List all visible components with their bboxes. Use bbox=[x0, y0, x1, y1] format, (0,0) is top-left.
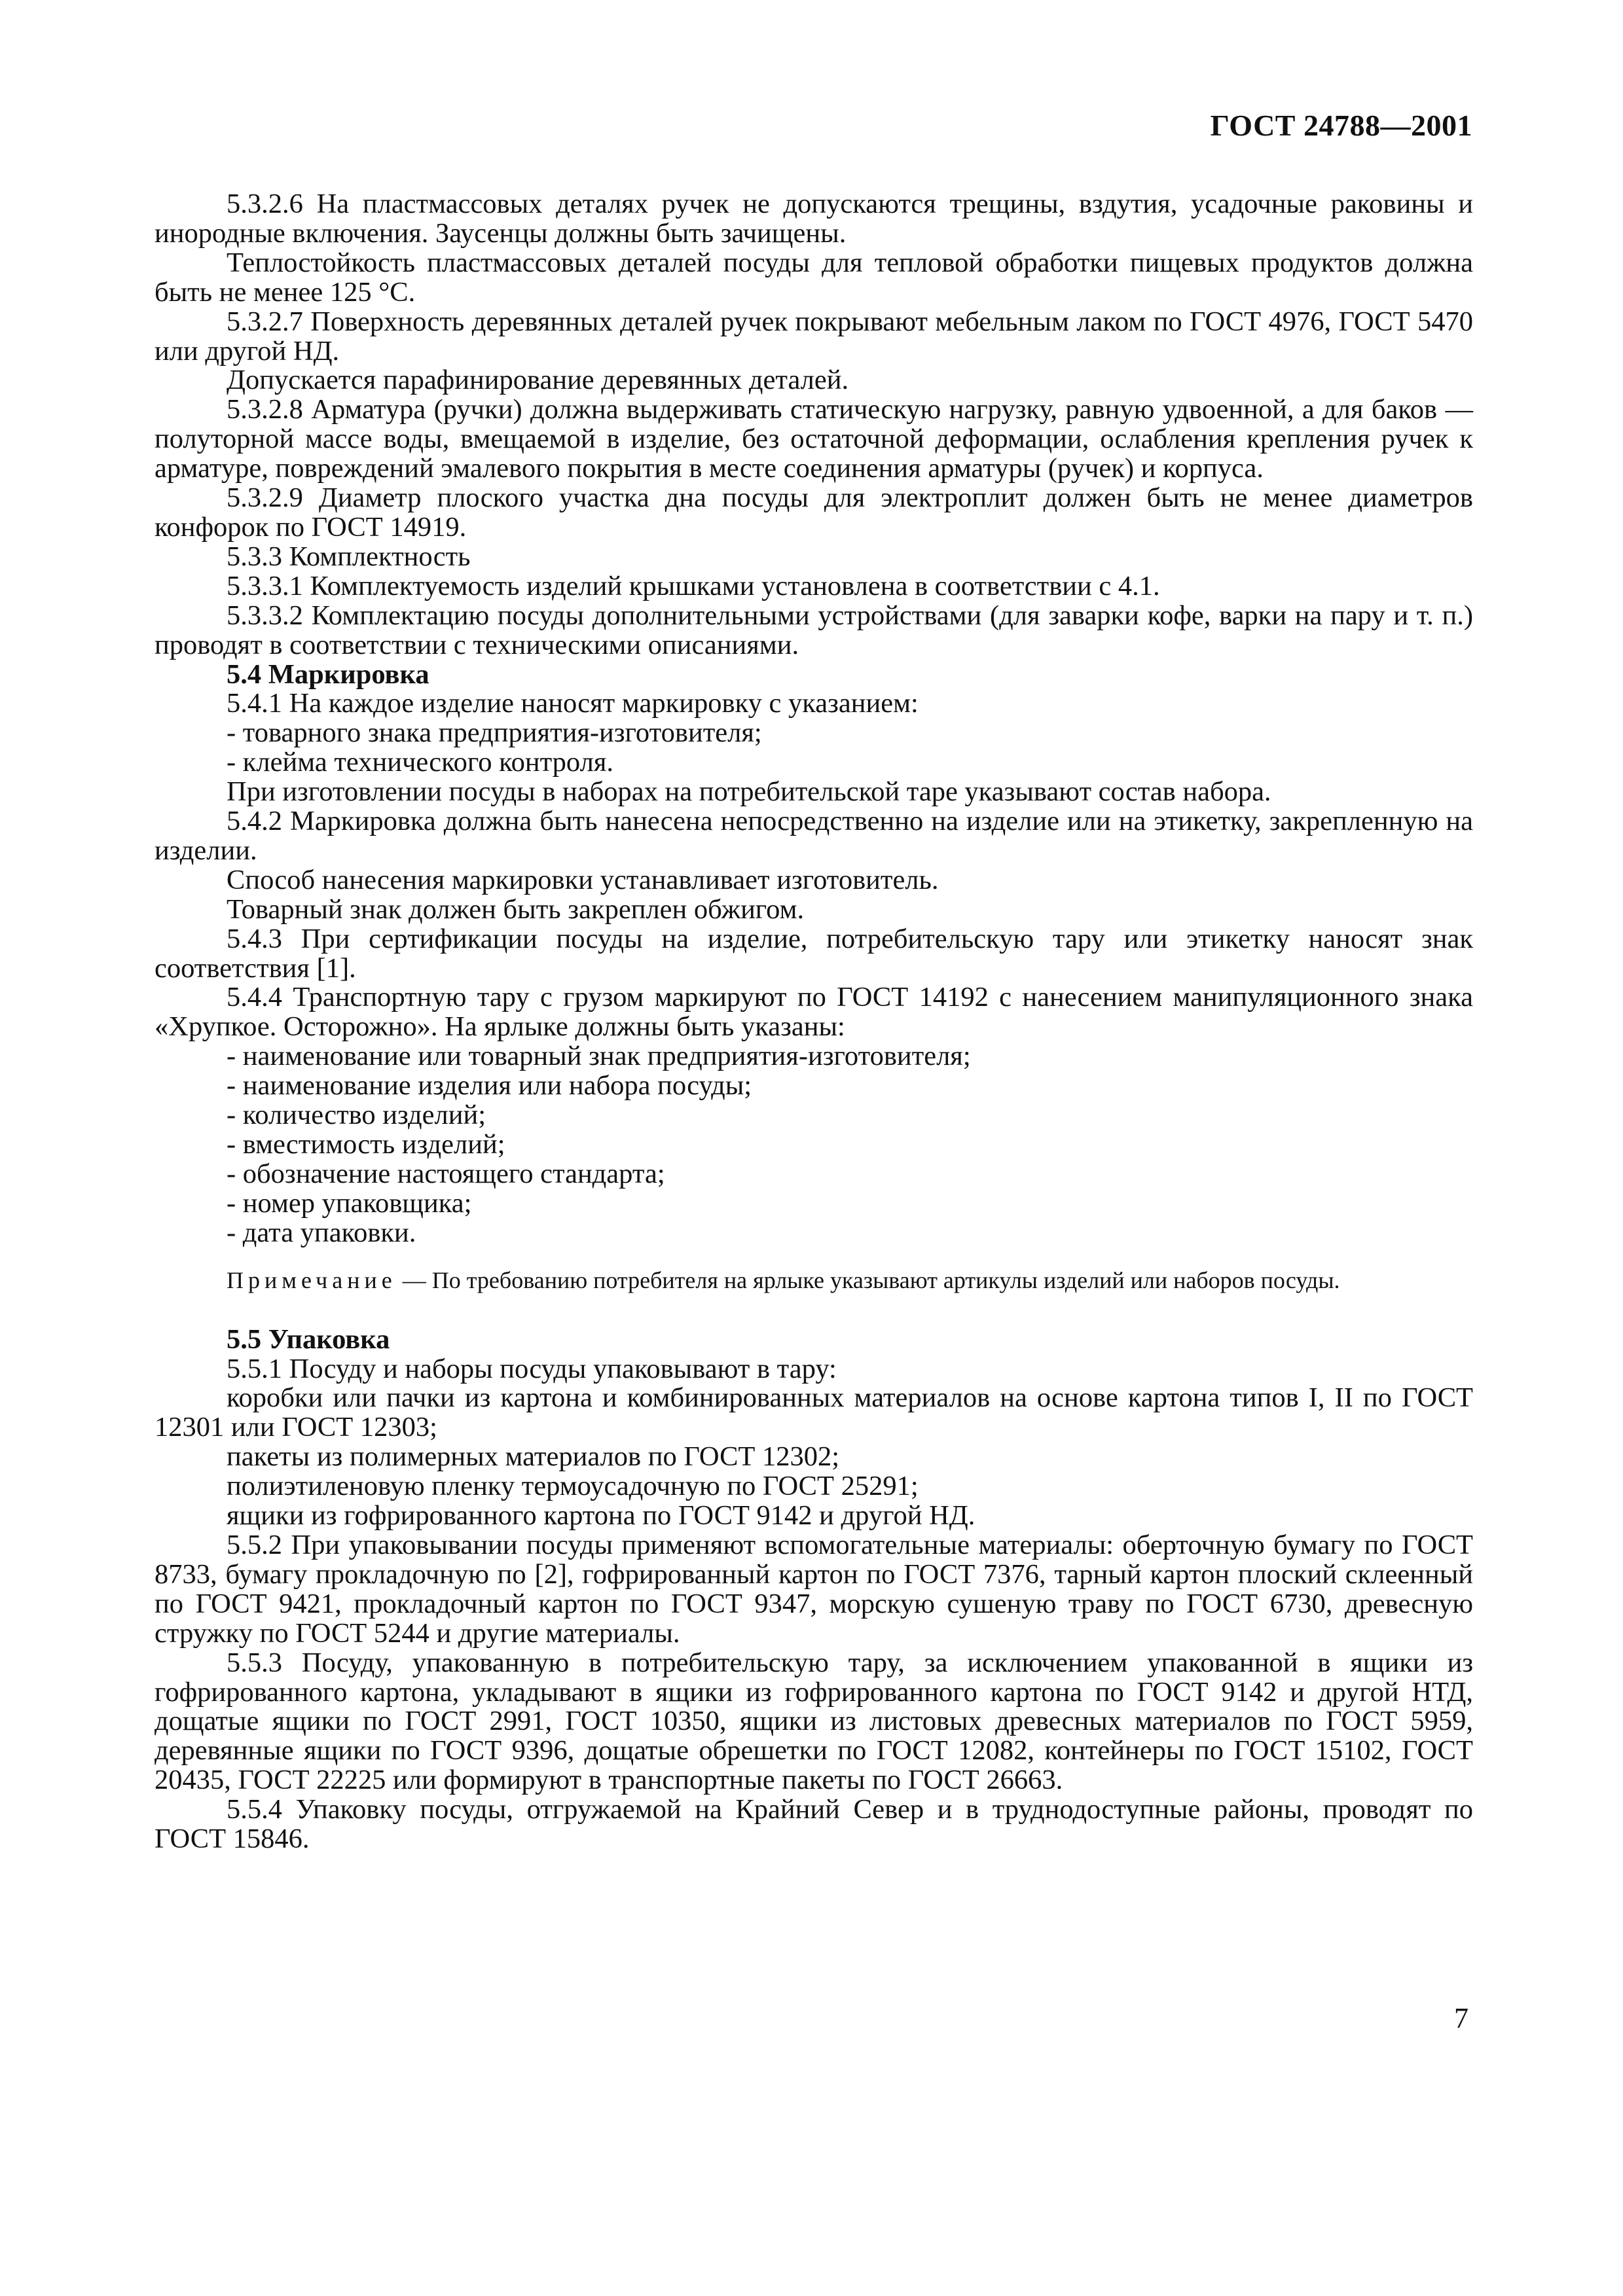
paragraph-5-5-1: 5.5.1 Посуду и наборы посуды упаковывают в тару: bbox=[227, 1353, 837, 1384]
paragraph-5-4-4: 5.4.4 Транспортную тару с грузом маркируют по ГОСТ 14192 с нанесением манипуляционного знака «Хрупкое. Осторожно». На ярлыке должны быть указаны: bbox=[155, 982, 1473, 1043]
paragraph-marking-method: Способ нанесения маркировки устанавливает изготовитель. bbox=[227, 864, 939, 895]
paragraph-5-3-3-2: 5.3.3.2 Комплектацию посуды дополнительными устройствами (для заварки кофе, варки на пару и т. п.) проводят в соответствии с техническими описаниями. bbox=[155, 600, 1473, 660]
paragraph-paraffin: Допускается парафинирование деревянных деталей. bbox=[227, 365, 849, 396]
list-item: - клейма технического контроля. bbox=[227, 747, 613, 778]
packaging-item: ящики из гофрированного картона по ГОСТ 9142 и другой НД. bbox=[227, 1500, 976, 1532]
paragraph-5-3-2-7: 5.3.2.7 Поверхность деревянных деталей ручек покрывают мебельным лаком по ГОСТ 4976, ГОСТ 5470 или другой НД. bbox=[155, 306, 1473, 367]
paragraph-5-3-3-1: 5.3.3.1 Комплектуемость изделий крышками установлена в соответствии с 4.1. bbox=[227, 570, 1160, 601]
note-text: — По требованию потребителя на ярлыке указывают артикулы изделий или наборов посуды. bbox=[396, 1266, 1340, 1293]
packaging-item: полиэтиленовую пленку термоусадочную по ГОСТ 25291; bbox=[227, 1471, 919, 1502]
list-item: - наименование или товарный знак предприятия-изготовителя; bbox=[227, 1041, 971, 1072]
section-title-marking: 5.4 Маркировка bbox=[227, 658, 429, 690]
paragraph-set-composition: При изготовлении посуды в наборах на потребительской таре указывают состав набора. bbox=[227, 776, 1271, 808]
list-item: - обозначение настоящего стандарта; bbox=[227, 1158, 665, 1189]
paragraph-5-3-2-6: 5.3.2.6 На пластмассовых деталях ручек не допускаются трещины, вздутия, усадочные раковины и инородные включения. Заусенцы должны быть зачищены. bbox=[155, 188, 1473, 249]
document-body bbox=[155, 190, 1473, 1854]
paragraph-5-4-1: 5.4.1 На каждое изделие наносят маркировку с указанием: bbox=[227, 688, 919, 719]
list-item: - номер упаковщика; bbox=[227, 1187, 472, 1219]
list-item: - наименование изделия или набора посуды; bbox=[227, 1070, 752, 1102]
paragraph-5-5-4: 5.5.4 Упаковку посуды, отгружаемой на Крайний Север и в труднодоступные районы, проводят по ГОСТ 15846. bbox=[155, 1794, 1473, 1855]
paragraph-5-5-3: 5.5.3 Посуду, упакованную в потребительскую тару, за исключением упакованной в ящики из гофрированного картона, укладывают в ящики из гофрированного картона по ГОСТ 9142 и другой НТД, дощатые ящики по ГОСТ 2991, ГОСТ 10350, ящики из листовых древесных материалов по ГОСТ 5959, деревянные ящики по ГОСТ 9396, дощатые обрешетки по ГОСТ 12082, контейнеры по ГОСТ 15102, ГОСТ 20435, ГОСТ 22225 или формируют в транспортные пакеты по ГОСТ 26663. bbox=[155, 1647, 1473, 1796]
list-item: - вместимость изделий; bbox=[227, 1129, 505, 1160]
list-item: - количество изделий; bbox=[227, 1100, 486, 1131]
paragraph-5-3-2-8: 5.3.2.8 Арматура (ручки) должна выдерживать статическую нагрузку, равную удвоенной, а для баков — полуторной массе воды, вмещаемой в изделие, без остаточной деформации, ослабления крепления ручек к арматуре, повреждений эмалевого покрытия в месте соединения арматуры (ручек) и корпуса. bbox=[155, 394, 1473, 484]
paragraph-5-3-3: 5.3.3 Комплектность bbox=[227, 541, 471, 572]
paragraph-trademark: Товарный знак должен быть закреплен обжигом. bbox=[227, 893, 805, 925]
paragraph-5-4-3: 5.4.3 При сертификации посуды на изделие, потребительскую тару или этикетку наносят знак соответствия [1]. bbox=[155, 923, 1473, 984]
packaging-item: коробки или пачки из картона и комбинированных материалов на основе картона типов I, II по ГОСТ 12301 или ГОСТ 12303; bbox=[155, 1382, 1473, 1443]
list-item: - дата упаковки. bbox=[227, 1217, 416, 1248]
page-number: 7 bbox=[1454, 2002, 1468, 2034]
section-title-packaging: 5.5 Упаковка bbox=[227, 1323, 390, 1355]
list-item: - товарного знака предприятия-изготовителя; bbox=[227, 717, 762, 749]
paragraph-5-3-2-9: 5.3.2.9 Диаметр плоского участка дна посуды для электроплит должен быть не менее диаметров конфорок по ГОСТ 14919. bbox=[155, 482, 1473, 543]
paragraph-heat-resistance: Теплостойкость пластмассовых деталей посуды для тепловой обработки пищевых продуктов должна быть не менее 125 °С. bbox=[155, 247, 1473, 308]
paragraph-5-4-2: 5.4.2 Маркировка должна быть нанесена непосредственно на изделие или на этикетку, закрепленную на изделии. bbox=[155, 806, 1473, 866]
packaging-item: пакеты из полимерных материалов по ГОСТ 12302; bbox=[227, 1441, 840, 1473]
note-label: Примечание bbox=[227, 1266, 397, 1293]
note bbox=[155, 1266, 1473, 1294]
document-header: ГОСТ 24788—2001 bbox=[1210, 109, 1472, 142]
paragraph-5-5-2: 5.5.2 При упаковывании посуды применяют вспомогательные материалы: оберточную бумагу по ГОСТ 8733, бумагу прокладочную по [2], гофрированный картон по ГОСТ 7376, тарный картон плоский склеенный по ГОСТ 9421, прокладочный картон по ГОСТ 9347, морскую сушеную траву по ГОСТ 6730, древесную стружку по ГОСТ 5244 и другие материалы. bbox=[155, 1529, 1473, 1649]
